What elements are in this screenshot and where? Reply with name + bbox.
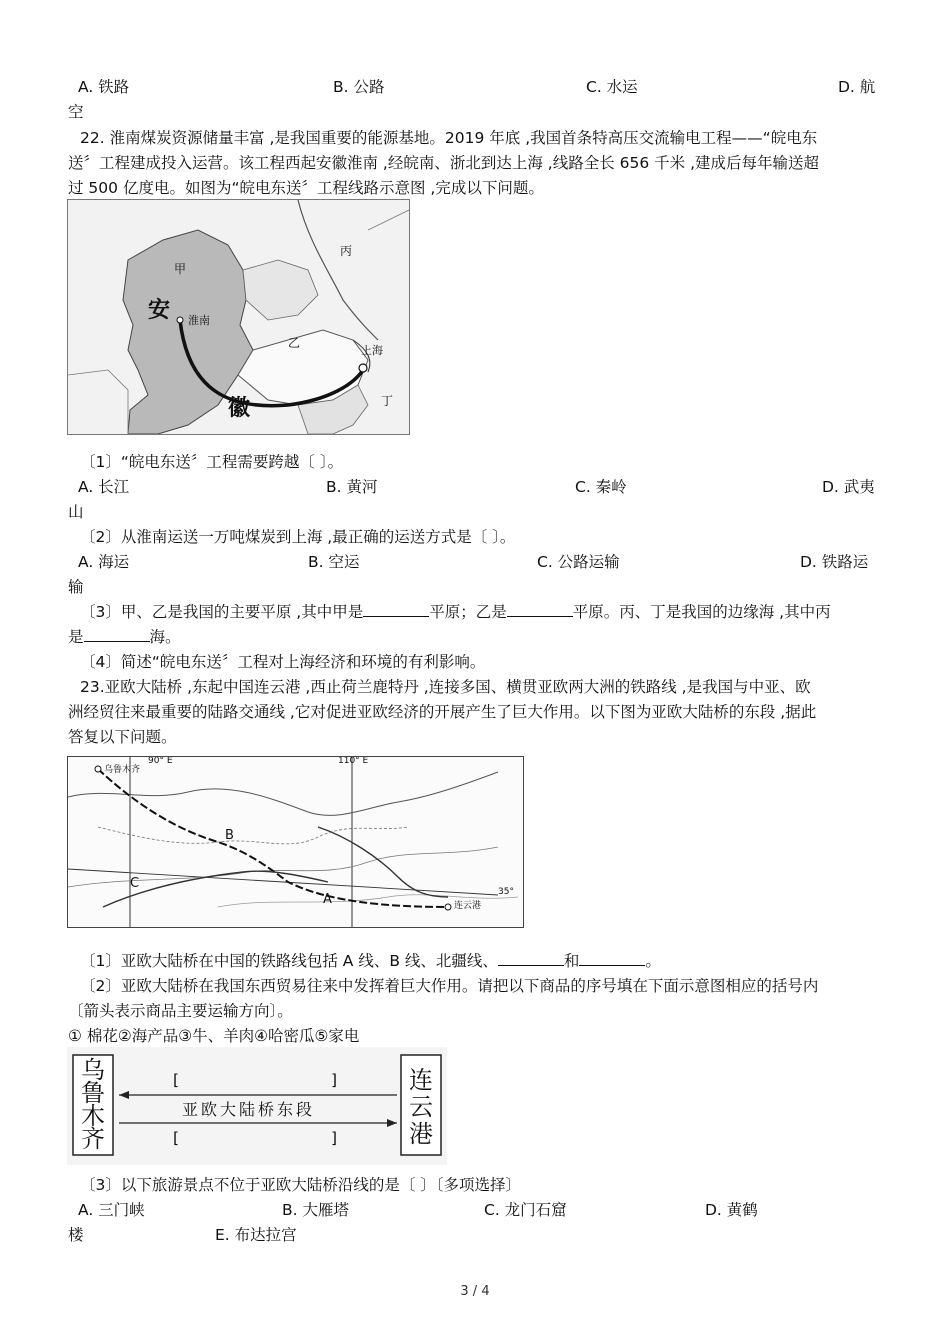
- q22-sub3-text: 平原；乙是: [429, 603, 507, 621]
- map-label-lon110: 110° E: [338, 756, 369, 766]
- map-label-b: B: [225, 828, 234, 843]
- q23-stem-line: 答复以下问题。: [68, 728, 177, 746]
- q22-stem-line: 送〞工程建成投入运营。该工程西起安徽淮南 ,经皖南、浙北到达上海 ,线路全长 656 千米 ,建成后每年输送超: [68, 154, 820, 172]
- q23-sub3-option-e: E. 布达拉宫: [215, 1226, 297, 1244]
- map-label-a: A: [323, 892, 332, 907]
- answer-blank[interactable]: [579, 951, 645, 966]
- map-label-c: C: [130, 876, 140, 891]
- q22-sub2-option-c: C. 公路运输: [537, 553, 620, 571]
- q21-option-c: C. 水运: [586, 78, 638, 96]
- q23-sub3-question: 〔3〕以下旅游景点不位于亚欧大陆桥沿线的是〔 〕〔多项选择〕: [80, 1176, 522, 1194]
- q23-sub1-text: 。: [645, 952, 661, 970]
- q22-sub2-option-b: B. 空运: [308, 553, 360, 571]
- answer-blank[interactable]: [84, 627, 150, 642]
- q21-option-a: A. 铁路: [78, 78, 130, 96]
- map-label-huainan: 淮南: [188, 314, 210, 327]
- q22-sub3-text: 〔3〕甲、乙是我国的主要平原 ,其中甲是: [80, 603, 364, 621]
- q22-sub1-option-d: D. 武夷: [822, 478, 875, 496]
- map-label-shanghai: 上海: [361, 344, 383, 357]
- map-label-urumqi: 乌鲁木齐: [104, 765, 141, 775]
- q22-sub3-text: 是: [68, 628, 84, 646]
- answer-blank[interactable]: [498, 951, 564, 966]
- q22-sub1-option-b: B. 黄河: [326, 478, 378, 496]
- q22-stem-line: 过 500 亿度电。如图为“皖电东送〞工程线路示意图 ,完成以下问题。: [68, 179, 544, 197]
- q21-option-d: D. 航: [838, 78, 876, 96]
- q23-sub3-option-b: B. 大雁塔: [282, 1201, 349, 1219]
- q22-sub2-question: 〔2〕从淮南运送一万吨煤炭到上海 ,最正确的运送方式是〔 〕。: [80, 528, 516, 546]
- q22-sub2-option-d-cont: 输: [68, 578, 84, 596]
- map-label-an: 安: [148, 298, 171, 323]
- map-label-lianyungang: 连云港: [454, 901, 482, 911]
- q22-sub3-text: 平原。丙、丁是我国的边缘海 ,其中丙: [572, 603, 831, 621]
- q23-sub3-option-d-cont: 楼: [68, 1226, 84, 1244]
- q23-sub1-text: 〔1〕亚欧大陆桥在中国的铁路线包括 A 线、B 线、北疆线、: [80, 952, 498, 970]
- answer-bracket-open[interactable]: [: [173, 1129, 180, 1147]
- q23-sub1-text: 和: [563, 952, 580, 970]
- q22-sub3-line2: [68, 626, 181, 648]
- map-label-lat35: 35°: [498, 887, 514, 897]
- q22-stem-line: 22. 淮南煤炭资源储量丰富 ,是我国重要的能源基地。2019 年底 ,我国首条特高压交流输电工程——“皖电东: [80, 129, 818, 147]
- diagram-center-label: 亚欧大陆桥东段: [182, 1100, 316, 1119]
- map-label-ding: 丁: [381, 394, 394, 408]
- q23-sub3-option-d: D. 黄鹤: [705, 1201, 758, 1219]
- q23-sub2-line: 〔箭头表示商品主要运输方向〕。: [68, 1002, 293, 1020]
- wandian-dongsong-map: [67, 199, 410, 435]
- q21-option-d-cont: 空: [68, 103, 84, 121]
- q22-sub2-option-d: D. 铁路运: [800, 553, 869, 571]
- eurasian-landbridge-map: [67, 756, 524, 928]
- q23-stem-line: 23.亚欧大陆桥 ,东起中国连云港 ,西止荷兰鹿特丹 ,连接多国、横贯亚欧两大洲的铁路线 ,是我国与中亚、欧: [80, 678, 811, 696]
- q23-sub1: [80, 950, 661, 972]
- q23-stem-line: 洲经贸往来最重要的陆路交通线 ,它对促进亚欧经济的开展产生了巨大作用。以下图为亚欧大陆桥的东段 ,据此: [68, 703, 817, 721]
- q23-goods-list: ① 棉花②海产品③牛、羊肉④哈密瓜⑤家电: [68, 1027, 360, 1045]
- q22-sub1-question: 〔1〕“皖电东送〞工程需要跨越〔 〕。: [80, 453, 344, 471]
- q22-sub3-text: 海。: [149, 628, 181, 646]
- q23-sub2-line: 〔2〕亚欧大陆桥在我国东西贸易往来中发挥着巨大作用。请把以下商品的序号填在下面示意图相应的括号内: [80, 977, 819, 995]
- answer-bracket-close[interactable]: ]: [331, 1129, 338, 1147]
- q22-sub3-line1: [80, 601, 831, 623]
- q21-option-b: B. 公路: [333, 78, 385, 96]
- q23-sub3-option-c: C. 龙门石窟: [484, 1201, 567, 1219]
- q22-sub2-option-a: A. 海运: [78, 553, 130, 571]
- q22-sub1-option-c: C. 秦岭: [575, 478, 627, 496]
- page-number: 3 / 4: [460, 1284, 490, 1299]
- map-label-hui: 徽: [228, 396, 251, 421]
- map-label-lon90: 90° E: [148, 756, 173, 766]
- q23-sub3-option-a: A. 三门峡: [78, 1201, 145, 1219]
- diagram-right-box-label: 连云港: [409, 1066, 433, 1148]
- diagram-left-box-label: 乌鲁木齐: [81, 1056, 105, 1153]
- map-label-bing: 丙: [340, 244, 353, 258]
- trade-direction-diagram: [67, 1047, 447, 1165]
- answer-bracket-open[interactable]: [: [173, 1071, 180, 1089]
- answer-bracket-close[interactable]: ]: [331, 1071, 338, 1089]
- map-label-jia: 甲: [174, 262, 187, 276]
- answer-blank[interactable]: [507, 602, 573, 617]
- q22-sub1-option-a: A. 长江: [78, 478, 130, 496]
- q22-sub1-option-d-cont: 山: [68, 503, 84, 521]
- map-label-yi: 乙: [288, 336, 301, 350]
- q22-sub4-question: 〔4〕简述“皖电东送〞工程对上海经济和环境的有利影响。: [80, 653, 486, 671]
- answer-blank[interactable]: [363, 602, 429, 617]
